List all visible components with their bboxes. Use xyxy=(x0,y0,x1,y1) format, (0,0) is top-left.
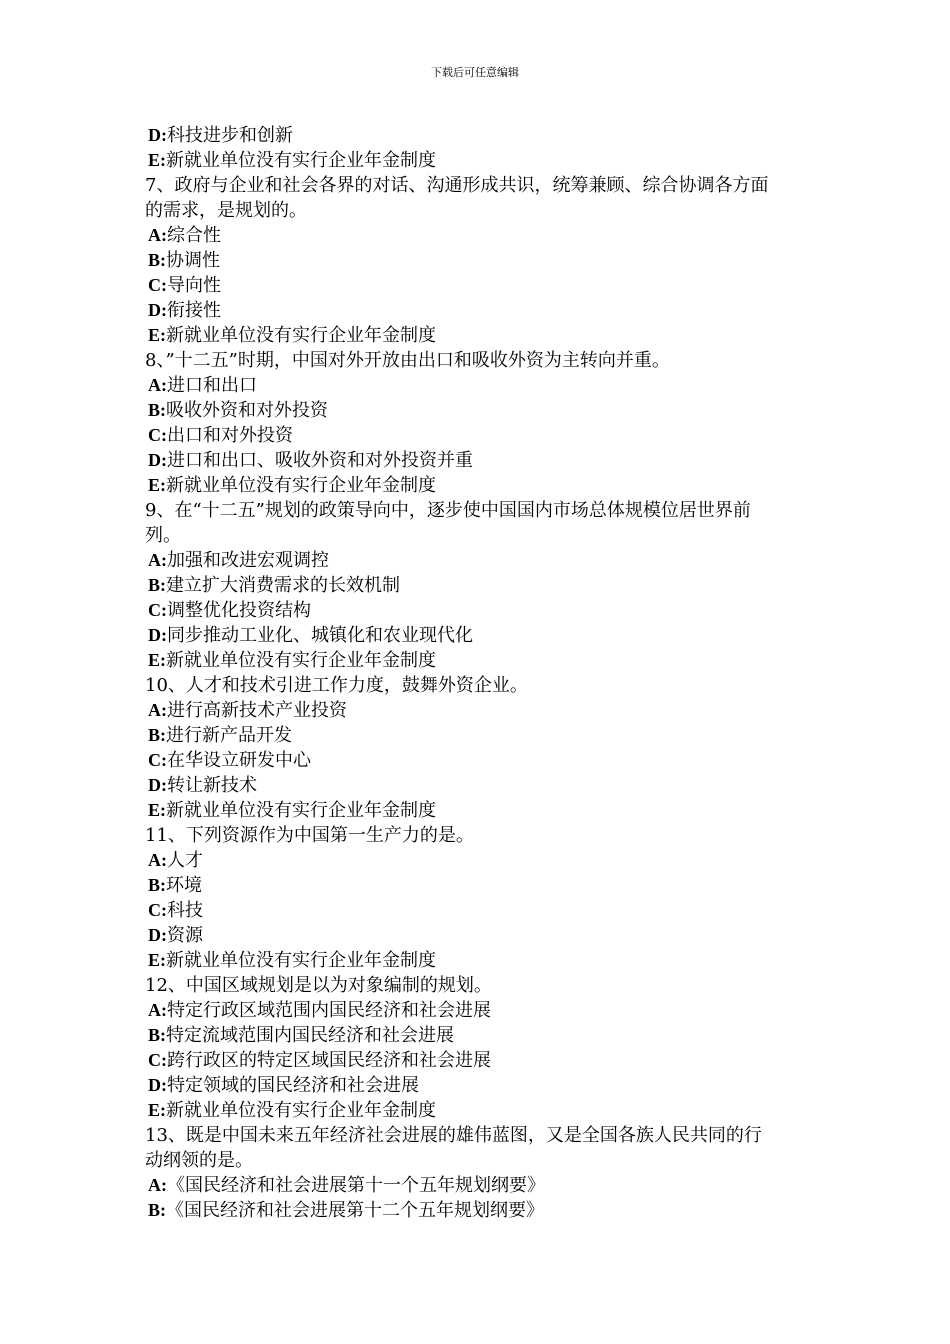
question-11 xyxy=(145,823,810,848)
question-8 xyxy=(145,348,810,373)
question-9 xyxy=(145,498,810,548)
option-a: A:《国民经济和社会进展第十一个五年规划纲要》 xyxy=(148,1175,545,1196)
option-e: E:新就业单位没有实行企业年金制度 xyxy=(148,950,436,971)
question-text: 7、政府与企业和社会各界的对话、沟通形成共识，统筹兼顾、综合协调各方面 xyxy=(145,175,769,196)
option-b: B:特定流域范围内国民经济和社会进展 xyxy=(148,1025,454,1046)
question-13 xyxy=(145,1123,810,1173)
option-e: E:新就业单位没有实行企业年金制度 xyxy=(148,800,436,821)
option-b: B:建立扩大消费需求的长效机制 xyxy=(148,575,400,596)
option-b: B:《国民经济和社会进展第十二个五年规划纲要》 xyxy=(148,1200,544,1221)
question-text: 11、下列资源作为中国第一生产力的是。 xyxy=(145,825,474,846)
question-10 xyxy=(145,673,810,698)
option-a: A:加强和改进宏观调控 xyxy=(148,550,329,571)
question-12 xyxy=(145,973,810,998)
option-e: E:新就业单位没有实行企业年金制度 xyxy=(148,150,436,171)
option-c: C:出口和对外投资 xyxy=(148,425,293,446)
option-b: B:协调性 xyxy=(148,250,220,271)
question-text: 9、在“十二五”规划的政策导向中，逐步使中国国内市场总体规模位居世界前 xyxy=(145,500,751,521)
option-d: D:科技进步和创新 xyxy=(148,125,293,146)
question-text: 列。 xyxy=(145,525,181,546)
option-d: D:同步推动工业化、城镇化和农业现代化 xyxy=(148,625,473,646)
question-text: 动纲领的是。 xyxy=(145,1150,253,1171)
option-c: C:导向性 xyxy=(148,275,221,296)
option-e: E:新就业单位没有实行企业年金制度 xyxy=(148,475,436,496)
option-b: B:进行新产品开发 xyxy=(148,725,292,746)
option-a: A:特定行政区域范围内国民经济和社会进展 xyxy=(148,1000,491,1021)
option-d: D:资源 xyxy=(148,925,203,946)
question-text: 12、中国区域规划是以为对象编制的规划。 xyxy=(145,975,492,996)
option-b: B:吸收外资和对外投资 xyxy=(148,400,328,421)
option-a: A:综合性 xyxy=(148,225,221,246)
option-d: D:特定领域的国民经济和社会进展 xyxy=(148,1075,419,1096)
option-d: D:进口和出口、吸收外资和对外投资并重 xyxy=(148,450,473,471)
option-a: A:进口和出口 xyxy=(148,375,257,396)
option-a: A:进行高新技术产业投资 xyxy=(148,700,347,721)
option-d: D:衔接性 xyxy=(148,300,221,321)
question-text: 8、”十二五”时期，中国对外开放由出口和吸收外资为主转向并重。 xyxy=(145,350,670,371)
option-e: E:新就业单位没有实行企业年金制度 xyxy=(148,650,436,671)
option-c: C:调整优化投资结构 xyxy=(148,600,311,621)
option-c: C:在华设立研发中心 xyxy=(148,750,311,771)
option-d: D:转让新技术 xyxy=(148,775,257,796)
question-text: 10、人才和技术引进工作力度，鼓舞外资企业。 xyxy=(145,675,528,696)
question-7 xyxy=(145,173,810,223)
option-e: E:新就业单位没有实行企业年金制度 xyxy=(148,1100,436,1121)
page-header: 下载后可任意编辑 xyxy=(431,66,519,79)
option-a: A:人才 xyxy=(148,850,203,871)
question-text: 的需求，是规划的。 xyxy=(145,200,307,221)
option-c: C:科技 xyxy=(148,900,203,921)
question-text: 13、既是中国未来五年经济社会进展的雄伟蓝图，又是全国各族人民共同的行 xyxy=(145,1125,762,1146)
document-body xyxy=(145,123,810,1223)
option-e: E:新就业单位没有实行企业年金制度 xyxy=(148,325,436,346)
option-b: B:环境 xyxy=(148,875,202,896)
option-c: C:跨行政区的特定区域国民经济和社会进展 xyxy=(148,1050,491,1071)
